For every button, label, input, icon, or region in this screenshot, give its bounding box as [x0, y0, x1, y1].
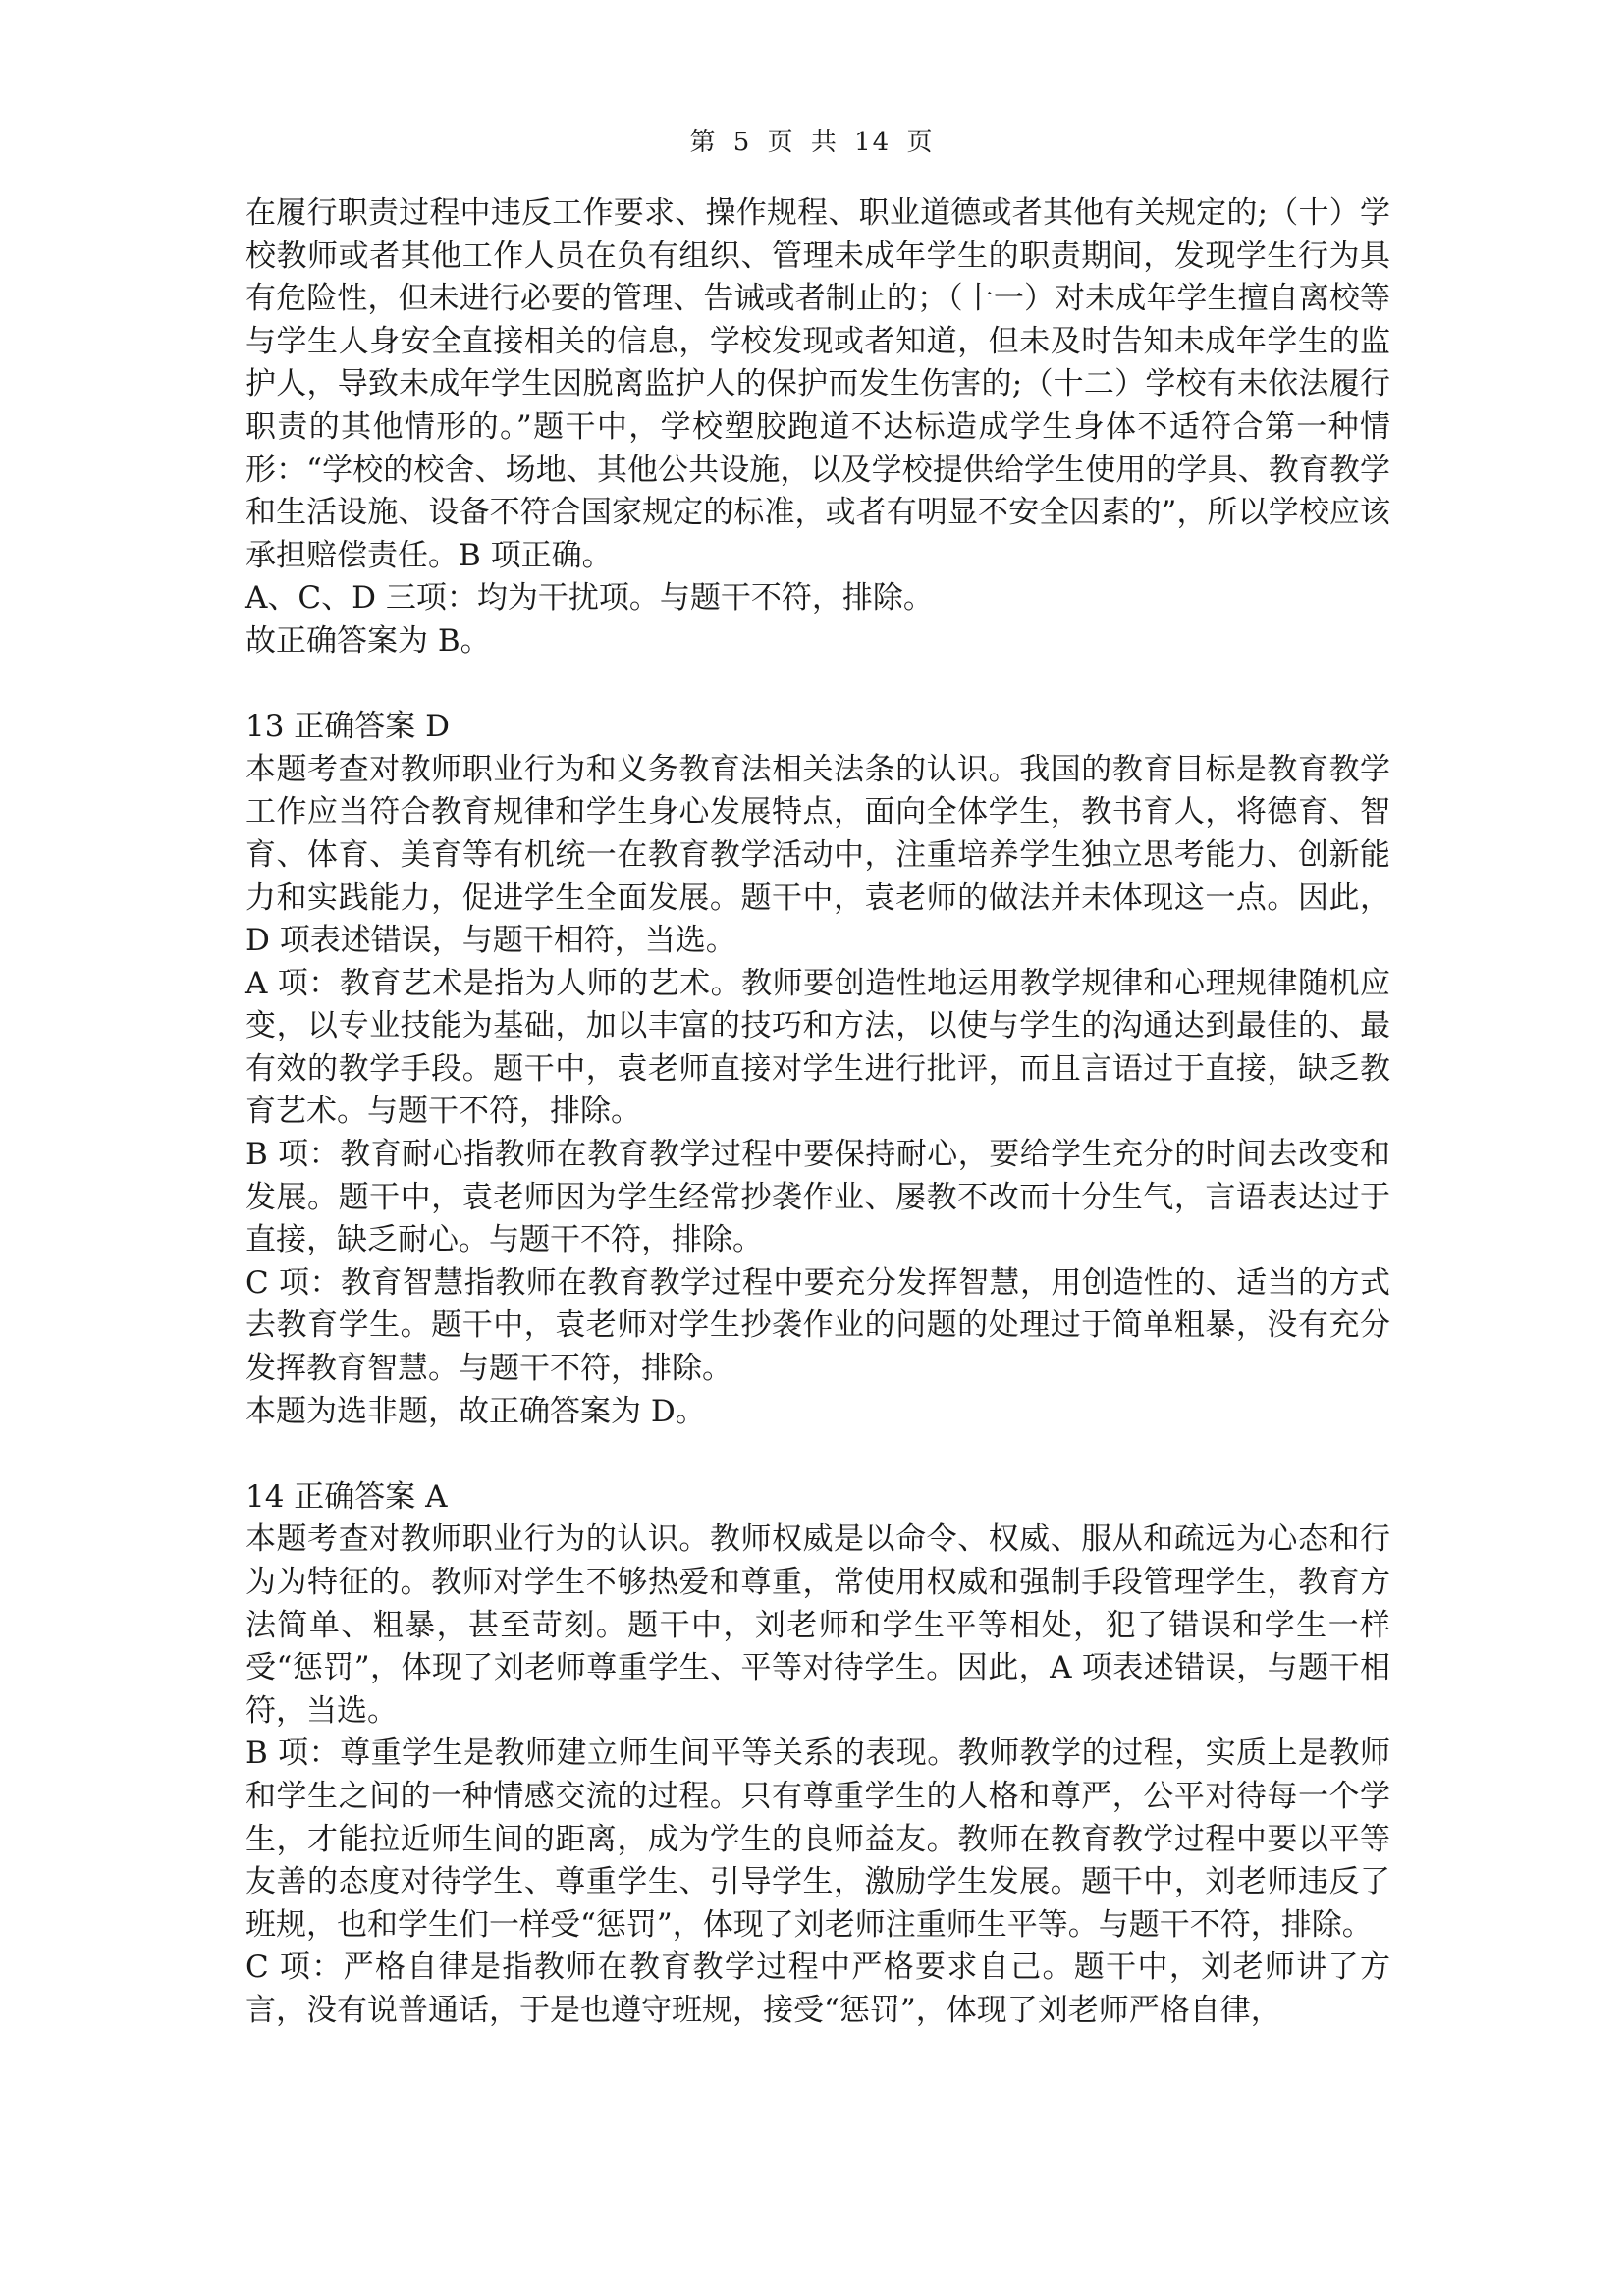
- paragraph: C 项：严格自律是指教师在教育教学过程中严格要求自己。题干中，刘老师讲了方言，没有说普通话，于是也遵守班规，接受“惩罚”，体现了刘老师严格自律，: [245, 1949, 1390, 2028]
- paragraph: 本题为选非题，故正确答案为 D。: [245, 1393, 706, 1429]
- paragraph: B 项：教育耐心指教师在教育教学过程中要保持耐心，要给学生充分的时间去改变和发展。题干中，袁老师因为学生经常抄袭作业、屡教不改而十分生气，言语表达过于直接，缺乏耐心。与题干不符，排除。: [245, 1137, 1390, 1258]
- paragraph: 在履行职责过程中违反工作要求、操作规程、职业道德或者其他有关规定的;（十）学校教师或者其他工作人员在负有组织、管理未成年学生的职责期间，发现学生行为具有危险性，但未进行必要的管理、告诫或者制止的；（十一）对未成年学生擅自离校等与学生人身安全直接相关的信息，学校发现或者知道，但未及时告知未成年学生的监护人，导致未成年学生因脱离监护人的保护而发生伤害的;（十二）学校有未依法履行职责的其他情形的。”题干中，学校塑胶跑道不达标造成学生身体不适符合第一种情形：“学校的校舍、场地、其他公共设施，以及学校提供给学生使用的学具、教育教学和生活设施、设备不符合国家规定的标准，或者有明显不安全因素的”，所以学校应该承担赔偿责任。B 项正确。: [245, 195, 1390, 573]
- paragraph-spacer: [245, 1433, 1390, 1476]
- paragraph-spacer: [245, 664, 1390, 707]
- paragraph: 故正确答案为 B。: [245, 622, 491, 659]
- paragraph: 本题考查对教师职业行为和义务教育法相关法条的认识。我国的教育目标是教育教学工作应当符合教育规律和学生身心发展特点，面向全体学生，教书育人，将德育、智育、体育、美育等有机统一在教育教学活动中，注重培养学生独立思考能力、创新能力和实践能力，促进学生全面发展。题干中，袁老师的做法并未体现这一点。因此，D 项表述错误，与题干相符，当选。: [245, 751, 1390, 959]
- document-body: [245, 192, 1390, 2033]
- paragraph: A 项：教育艺术是指为人师的艺术。教师要创造性地运用教学规律和心理规律随机应变，以专业技能为基础，加以丰富的技巧和方法，以使与学生的沟通达到最佳的、最有效的教学手段。题干中，袁老师直接对学生进行批评，而且言语过于直接，缺乏教育艺术。与题干不符，排除。: [245, 965, 1390, 1130]
- answer-heading-13: 13 正确答案 D: [245, 709, 451, 745]
- paragraph: 本题考查对教师职业行为的认识。教师权威是以命令、权威、服从和疏远为心态和行为为特征的。教师对学生不够热爱和尊重，常使用权威和强制手段管理学生，教育方法简单、粗暴，甚至苛刻。题干中，刘老师和学生平等相处，犯了错误和学生一样受“惩罚”，体现了刘老师尊重学生、平等对待学生。因此，A 项表述错误，与题干相符，当选。: [245, 1522, 1390, 1729]
- page-number-header: 第 5 页 共 14 页: [689, 128, 935, 157]
- paragraph: B 项：尊重学生是教师建立师生间平等关系的表现。教师教学的过程，实质上是教师和学生之间的一种情感交流的过程。只有尊重学生的人格和尊严，公平对待每一个学生，才能拉近师生间的距离，成为学生的良师益友。教师在教育教学过程中要以平等友善的态度对待学生、尊重学生、引导学生，激励学生发展。题干中，刘老师违反了班规，也和学生们一样受“惩罚”，体现了刘老师注重师生平等。与题干不符，排除。: [245, 1735, 1390, 1943]
- paragraph: A、C、D 三项：均为干扰项。与题干不符，排除。: [245, 580, 934, 616]
- paragraph: C 项：教育智慧指教师在教育教学过程中要充分发挥智慧，用创造性的、适当的方式去教育学生。题干中，袁老师对学生抄袭作业的问题的处理过于简单粗暴，没有充分发挥教育智慧。与题干不符，排除。: [245, 1264, 1390, 1387]
- answer-heading-14: 14 正确答案 A: [245, 1478, 448, 1515]
